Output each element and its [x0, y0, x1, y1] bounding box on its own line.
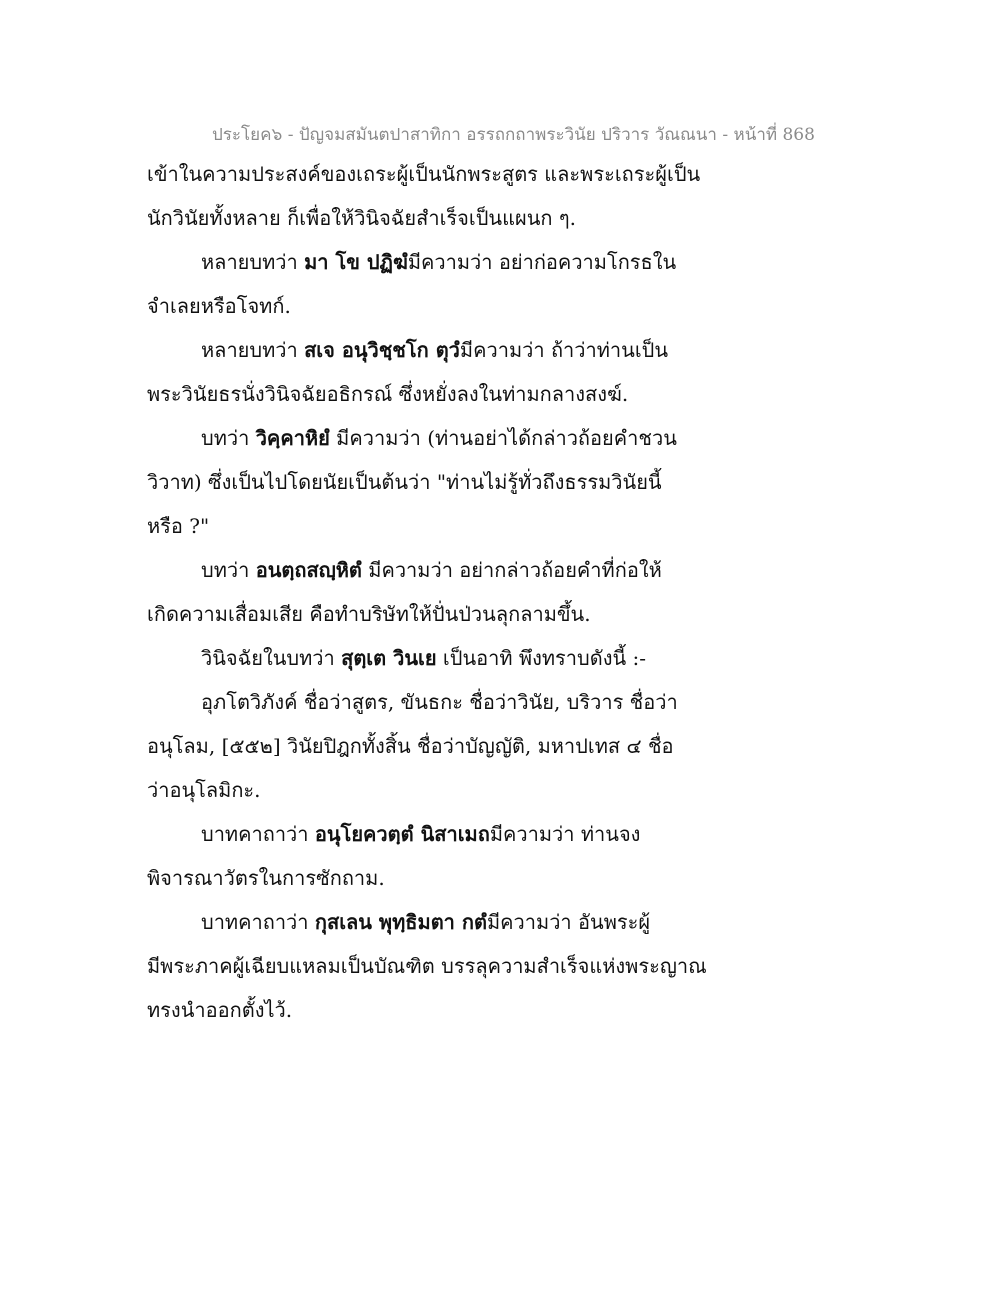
text-run: มีความว่า อย่ากล่าวถ้อยคำที่ก่อให้ [361, 558, 662, 582]
text-run: จำเลยหรือโจทก์. [147, 294, 291, 318]
text-run: พระวินัยธรนั่งวินิจฉัยอธิกรณ์ ซึ่งหยั่งลงในท่ามกลางสงฆ์. [147, 382, 629, 406]
pali-term: สุตฺเต วินเย [341, 646, 437, 670]
pali-term: อนตฺถสญฺหิตํ [255, 558, 362, 582]
page-header: ประโยค๖ - ปัญจมสมันตปาสาทิกา อรรถกถาพระวินัย ปริวาร วัณณนา - หน้าที่ 868 [212, 125, 815, 145]
text-run: บาทคาถาว่า [201, 910, 315, 934]
text-line [147, 819, 707, 850]
text-run: มีความว่า ถ้าว่าท่านเป็น [459, 338, 669, 362]
text-line [147, 643, 707, 674]
pali-term: สเจ อนุวิชฺชโก ตุวํ [304, 338, 460, 362]
text-run: พิจารณาวัตรในการซักถาม. [147, 866, 385, 890]
text-line [147, 775, 707, 806]
text-line [147, 467, 707, 498]
pali-term: วิคฺคาหิยํ [255, 426, 330, 450]
text-run: มีความว่า อย่าก่อความโกรธใน [407, 250, 677, 274]
text-run: มีความว่า (ท่านอย่าได้กล่าวถ้อยคำชวน [329, 426, 677, 450]
body-text [147, 159, 707, 1039]
text-run: หรือ ?" [147, 514, 210, 538]
text-run: มีความว่า ท่านจง [489, 822, 641, 846]
text-line [147, 379, 707, 410]
text-run: นักวินัยทั้งหลาย ก็เพื่อให้วินิจฉัยสำเร็จเป็นแผนก ๆ. [147, 206, 576, 230]
text-run: อุภโตวิภังค์ ชื่อว่าสูตร, ขันธกะ ชื่อว่าวินัย, บริวาร ชื่อว่า [201, 690, 678, 714]
text-line [147, 203, 707, 234]
text-run: บทว่า [201, 558, 256, 582]
text-run: มีพระภาคผู้เฉียบแหลมเป็นบัณฑิต บรรลุความสำเร็จแห่งพระญาณ [147, 954, 707, 978]
text-run: หลายบทว่า [201, 338, 305, 362]
text-line [147, 423, 707, 454]
text-run: เป็นอาทิ พึงทราบดังนี้ :- [436, 646, 646, 670]
text-line [147, 335, 707, 366]
text-line [147, 951, 707, 982]
text-run: มีความว่า อันพระผู้ [486, 910, 651, 934]
text-line [147, 247, 707, 278]
text-line [147, 555, 707, 586]
text-line [147, 995, 707, 1026]
pali-term: อนุโยควตฺตํ นิสาเมถ [314, 822, 490, 846]
text-run: บาทคาถาว่า [201, 822, 315, 846]
text-line [147, 599, 707, 630]
pali-term: มา โข ปฏิฆํ [304, 250, 408, 274]
text-line [147, 159, 707, 190]
text-line [147, 863, 707, 894]
text-run: วินิจฉัยในบทว่า [201, 646, 342, 670]
text-run: ทรงนำออกตั้งไว้. [147, 998, 293, 1022]
text-line [147, 511, 707, 542]
text-run: ว่าอนุโลมิกะ. [147, 778, 261, 802]
text-line [147, 907, 707, 938]
text-line [147, 731, 707, 762]
text-run: บทว่า [201, 426, 256, 450]
text-run: วิวาท) ซึ่งเป็นไปโดยนัยเป็นต้นว่า "ท่านไม่รู้ทั่วถึงธรรมวินัยนี้ [147, 470, 662, 494]
text-line [147, 291, 707, 322]
pali-term: กุสเลน พุทฺธิมตา กตํ [314, 910, 487, 934]
text-run: หลายบทว่า [201, 250, 305, 274]
text-run: เกิดความเสื่อมเสีย คือทำบริษัทให้ปั่นป่วนลุกลามขึ้น. [147, 602, 591, 626]
text-run: เข้าในความประสงค์ของเถระผู้เป็นนักพระสูตร และพระเถระผู้เป็น [147, 162, 701, 186]
text-run: อนุโลม, [๕๕๒] วินัยปิฎกทั้งสิ้น ชื่อว่าบัญญัติ, มหาปเทส ๔ ชื่อ [147, 734, 674, 758]
text-line [147, 687, 707, 718]
